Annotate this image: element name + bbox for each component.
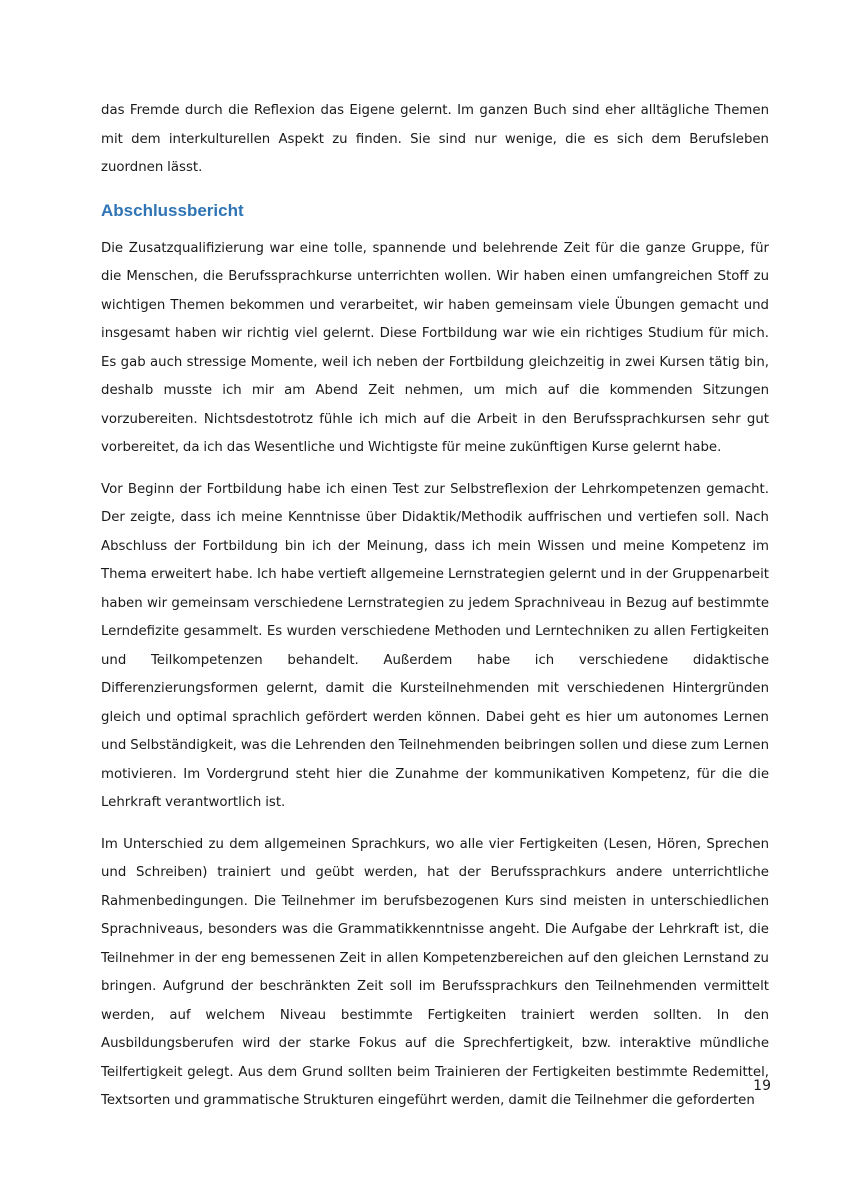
- body-paragraph: Im Unterschied zu dem allgemeinen Sprachkurs, wo alle vier Fertigkeiten (Lesen, Hören, Sprechen und Schreiben) trainiert und geübt werden, hat der Berufssprachkurs andere unterrichtliche Rahmenbedingungen. Die Teilnehmer im berufsbezogenen Kurs sind meisten in unterschiedlichen Sprachniveaus, besonders was die Grammatikkenntnisse angeht. Die Aufgabe der Lehrkraft ist, die Teilnehmer in der eng bemessenen Zeit in allen Kompetenzbereichen auf den gleichen Lernstand zu bringen. Aufgrund der beschränkten Zeit soll im Berufssprachkurs den Teilnehmenden vermittelt werden, auf welchem Niveau bestimmte Fertigkeiten trainiert werden sollten. In den Ausbildungsberufen wird der starke Fokus auf die Sprechfertigkeit, bzw. interaktive mündliche Teilfertigkeit gelegt. Aus dem Grund sollten beim Trainieren der Fertigkeiten bestimmte Redemittel, Textsorten und grammatische Strukturen eingeführt werden, damit die Teilnehmer die geforderten: [101, 836, 769, 1108]
- page-number: 19: [753, 1078, 771, 1094]
- paragraph-spacer: [101, 463, 769, 476]
- paragraph-spacer: [101, 818, 769, 831]
- section-heading: Abschlussbericht: [101, 200, 244, 220]
- page-body: [101, 97, 769, 1116]
- body-paragraph: Vor Beginn der Fortbildung habe ich einen Test zur Selbstreflexion der Lehrkompetenzen gemacht. Der zeigte, dass ich meine Kenntnisse über Didaktik/Methodik auffrischen und vertiefen soll. Nach Abschluss der Fortbildung bin ich der Meinung, dass ich mein Wissen und meine Kompetenz im Thema erweitert habe. Ich habe vertieft allgemeine Lernstrategien gelernt und in der Gruppenarbeit haben wir gemeinsam verschiedene Lernstrategien zu jedem Sprachniveau in Bezug auf bestimmte Lerndefizite gesammelt. Es wurden verschiedene Methoden und Lerntechniken zu allen Fertigkeiten und Teilkompetenzen behandelt. Außerdem habe ich verschiedene didaktische Differenzierungsformen gelernt, damit die Kursteilnehmenden mit verschiedenen Hintergründen gleich und optimal sprachlich gefördert werden können. Dabei geht es hier um autonomes Lernen und Selbständigkeit, was die Lehrenden den Teilnehmenden beibringen sollen und diese zum Lernen motivieren. Im Vordergrund steht hier die Zunahme der kommunikativen Kompetenz, für die die Lehrkraft verantwortlich ist.: [101, 481, 769, 810]
- body-paragraph: Die Zusatzqualifizierung war eine tolle, spannende und belehrende Zeit für die ganze Gruppe, für die Menschen, die Berufssprachkurse unterrichten wollen. Wir haben einen umfangreichen Stoff zu wichtigen Themen bekommen und verarbeitet, wir haben gemeinsam viele Übungen gemacht und insgesamt haben wir richtig viel gelernt. Diese Fortbildung war wie ein richtiges Studium für mich. Es gab auch stressige Momente, weil ich neben der Fortbildung gleichzeitig in zwei Kursen tätig bin, deshalb musste ich mir am Abend Zeit nehmen, um mich auf die kommenden Sitzungen vorzubereiten. Nichtsdestotrotz fühle ich mich auf die Arbeit in den Berufssprachkursen sehr gut vorbereitet, da ich das Wesentliche und Wichtigste für meine zukünftigen Kurse gelernt habe.: [101, 240, 769, 455]
- intro-paragraph: das Fremde durch die Reflexion das Eigene gelernt. Im ganzen Buch sind eher alltägliche Themen mit dem interkulturellen Aspekt zu finden. Sie sind nur wenige, die es sich dem Berufsleben zuordnen lässt.: [101, 103, 769, 175]
